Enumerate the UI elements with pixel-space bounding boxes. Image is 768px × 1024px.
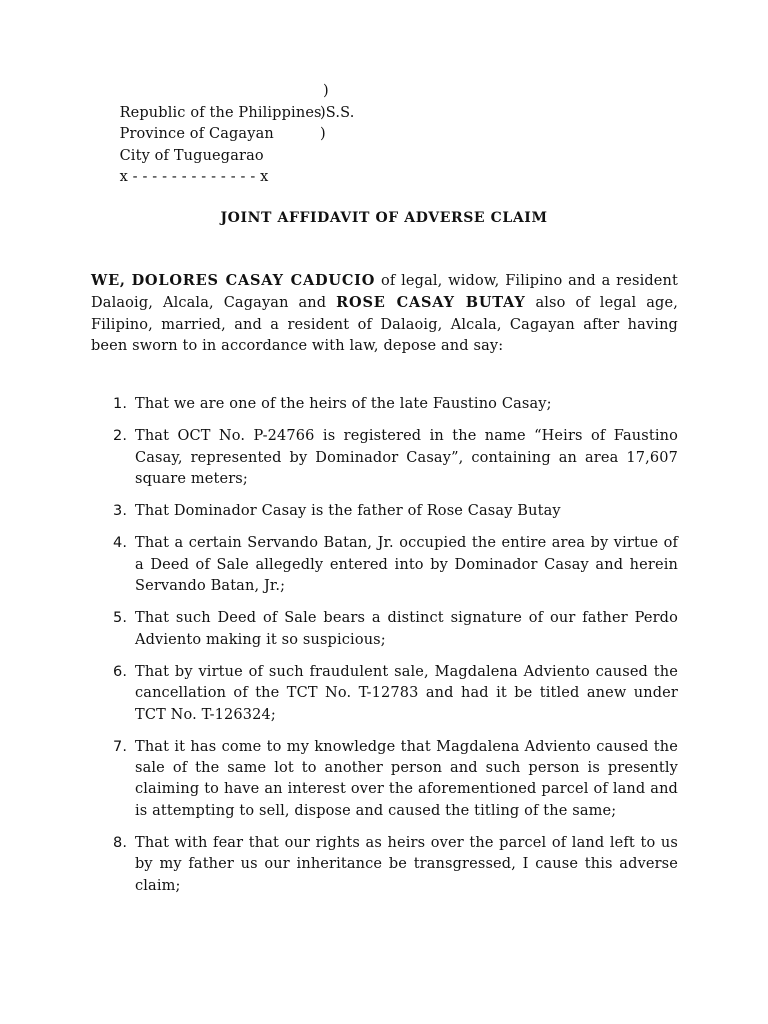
list-item-text: That with fear that our rights as heirs over the parcel of land left to us by my father us our inheritance be transgressed, I cause this adverse claim; <box>135 835 678 894</box>
caption-line-province <box>91 103 355 142</box>
list-item <box>113 833 678 897</box>
caption-line-city <box>91 124 326 164</box>
list-item-number: 8. <box>113 835 128 852</box>
affiant-1-name: DOLORES CASAY CADUCIO <box>131 272 376 289</box>
venue-caption <box>91 81 355 185</box>
document-title: JOINT AFFIDAVIT OF ADVERSE CLAIM <box>220 210 548 226</box>
list-item-number: 2. <box>113 428 128 445</box>
list-item <box>113 662 678 726</box>
caption-divider: x - - - - - - - - - - - - - x <box>119 169 269 185</box>
list-item-number: 4. <box>113 535 128 552</box>
list-item-number: 3. <box>113 503 128 520</box>
list-item-text: That Dominador Casay is the father of Rose Casay Butay <box>135 503 561 520</box>
intro-we: WE, <box>91 272 126 289</box>
list-item-number: 1. <box>113 396 128 412</box>
affiant-2-name: ROSE CASAY BUTAY <box>336 294 526 312</box>
allegations-list <box>113 394 678 908</box>
caption-paren-3: ) <box>320 126 326 142</box>
list-item <box>113 737 678 822</box>
intro-paragraph <box>91 270 678 357</box>
list-item-text: That OCT No. P-24766 is registered in the name “Heirs of Faustino Casay, represented by Dominador Casay”, containing an area 17,607 square meters; <box>135 428 678 487</box>
caption-ss: )S.S. <box>320 104 355 121</box>
caption-republic: Republic of the Philippines <box>119 104 322 121</box>
list-item-text: That we are one of the heirs of the late Faustino Casay; <box>135 396 552 412</box>
list-item-text: That by virtue of such fraudulent sale, Magdalena Adviento caused the cancellation of the TCT No. T-12783 and had it be titled anew under TCT No. T-126324; <box>135 663 678 723</box>
intro-text-1: of legal, widow, Filipino and a resident Dalaoig, Alcala, Cagayan and <box>91 273 678 312</box>
list-item-number: 5. <box>113 610 128 627</box>
list-item-number: 7. <box>113 738 128 755</box>
caption-line-republic <box>91 81 329 121</box>
caption-line-divider <box>91 146 322 185</box>
list-item <box>113 501 678 522</box>
list-item-text: That it has come to my knowledge that Magdalena Adviento caused the sale of the same lot to another person and such person is presently claiming to have an interest over the aforementioned parcel of land and is attempting to sell, dispose and caused the titling of the same; <box>135 738 678 819</box>
caption-city: City of Tuguegarao <box>119 147 264 164</box>
list-item-number: 6. <box>113 663 128 680</box>
list-item-text: That such Deed of Sale bears a distinct signature of our father Perdo Adviento making it so suspicious; <box>135 610 678 648</box>
intro-text-2: also of legal age, Filipino, married, and a resident of Dalaoig, Alcala, Cagayan after having been sworn to in accordance with law, depose and say: <box>91 295 678 354</box>
list-item <box>113 608 678 651</box>
list-item-text: That a certain Servando Batan, Jr. occupied the entire area by virtue of a Deed of Sale allegedly entered into by Dominador Casay and herein Servando Batan, Jr.; <box>135 535 678 595</box>
list-item <box>113 533 678 597</box>
caption-paren-1: ) <box>323 83 329 99</box>
list-item <box>113 394 678 415</box>
caption-province: Province of Cagayan <box>119 126 274 142</box>
list-item <box>113 426 678 490</box>
